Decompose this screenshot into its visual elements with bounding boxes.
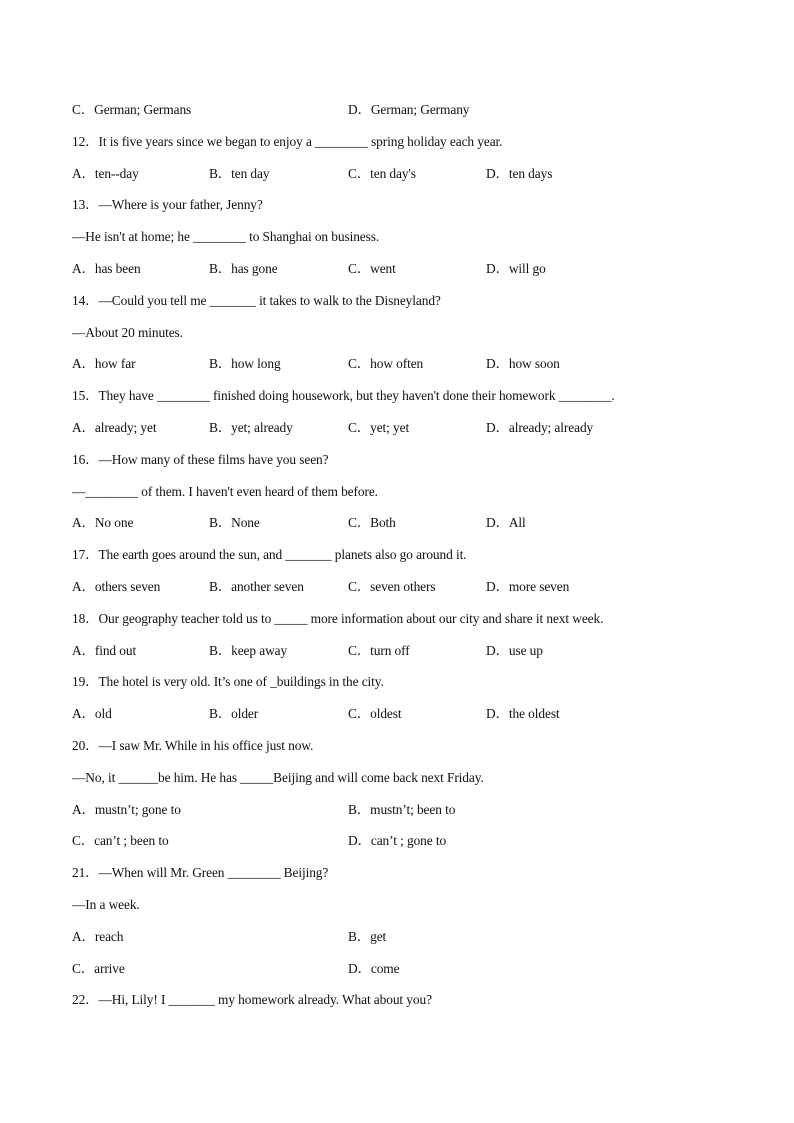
question-text-line: 15．They have ________ finished doing housework, but they haven't done their homework ________. xyxy=(72,388,615,403)
answer-option: C．Both xyxy=(348,515,396,530)
question-text-line: 20．—I saw Mr. While in his office just now. xyxy=(72,738,314,753)
answer-option: D．German; Germany xyxy=(348,102,470,117)
answer-option: D．will go xyxy=(486,261,546,276)
answer-option: B．ten day xyxy=(209,166,270,181)
answer-option: C．can’t ; been to xyxy=(72,833,169,848)
answer-option: D．more seven xyxy=(486,579,570,594)
answer-option: A．has been xyxy=(72,261,141,276)
answer-option: B．get xyxy=(348,929,387,944)
answer-option: B．how long xyxy=(209,356,281,371)
answer-option: C．seven others xyxy=(348,579,436,594)
answer-option: D．can’t ; gone to xyxy=(348,833,447,848)
answer-option: C．arrive xyxy=(72,961,125,976)
answer-option: C．German; Germans xyxy=(72,102,192,117)
answer-option: B．older xyxy=(209,706,259,721)
question-text-line: 16．—How many of these films have you seen? xyxy=(72,452,329,467)
answer-option: C．oldest xyxy=(348,706,402,721)
answer-option: C．turn off xyxy=(348,643,410,658)
answer-option: D．ten days xyxy=(486,166,553,181)
answer-option: D．how soon xyxy=(486,356,560,371)
question-text-line: 19．The hotel is very old. It’s one of _buildings in the city. xyxy=(72,674,384,689)
question-text-line: —In a week. xyxy=(72,897,140,912)
answer-option: A．find out xyxy=(72,643,137,658)
question-text-line: 13．—Where is your father, Jenny? xyxy=(72,197,263,212)
answer-option: B．mustn’t; been to xyxy=(348,802,456,817)
answer-option: B．keep away xyxy=(209,643,288,658)
answer-option: D．already; already xyxy=(486,420,594,435)
answer-option: A．ten--day xyxy=(72,166,139,181)
question-text-line: —________ of them. I haven't even heard of them before. xyxy=(72,484,378,499)
question-text-line: 22．—Hi, Lily! I _______ my homework already. What about you? xyxy=(72,992,432,1007)
question-text-line: 14．—Could you tell me _______ it takes to walk to the Disneyland? xyxy=(72,293,441,308)
question-text-line: —He isn't at home; he ________ to Shanghai on business. xyxy=(72,229,380,244)
answer-option: C．how often xyxy=(348,356,424,371)
answer-option: D．come xyxy=(348,961,400,976)
answer-option: B．another seven xyxy=(209,579,304,594)
question-text-line: 17．The earth goes around the sun, and _______ planets also go around it. xyxy=(72,547,467,562)
question-text-line: —No, it ______be him. He has _____Beijing and will come back next Friday. xyxy=(72,770,484,785)
answer-option: A．old xyxy=(72,706,112,721)
question-text-line: —About 20 minutes. xyxy=(72,325,183,340)
question-text-line: 21．—When will Mr. Green ________ Beijing? xyxy=(72,865,329,880)
answer-option: A．mustn’t; gone to xyxy=(72,802,181,817)
answer-option: A．No one xyxy=(72,515,134,530)
question-text-line: 12．It is five years since we began to enjoy a ________ spring holiday each year. xyxy=(72,134,503,149)
answer-option: A．how far xyxy=(72,356,136,371)
question-text-line: 18．Our geography teacher told us to _____ more information about our city and share it next week. xyxy=(72,611,604,626)
answer-option: C．went xyxy=(348,261,396,276)
answer-option: D．use up xyxy=(486,643,543,658)
answer-option: A．already; yet xyxy=(72,420,157,435)
answer-option: D．the oldest xyxy=(486,706,560,721)
answer-option: C．yet; yet xyxy=(348,420,410,435)
answer-option: B．has gone xyxy=(209,261,278,276)
answer-option: C．ten day's xyxy=(348,166,416,181)
answer-option: D．All xyxy=(486,515,526,530)
answer-option: B．None xyxy=(209,515,260,530)
answer-option: B．yet; already xyxy=(209,420,293,435)
answer-option: A．others seven xyxy=(72,579,161,594)
answer-option: A．reach xyxy=(72,929,124,944)
